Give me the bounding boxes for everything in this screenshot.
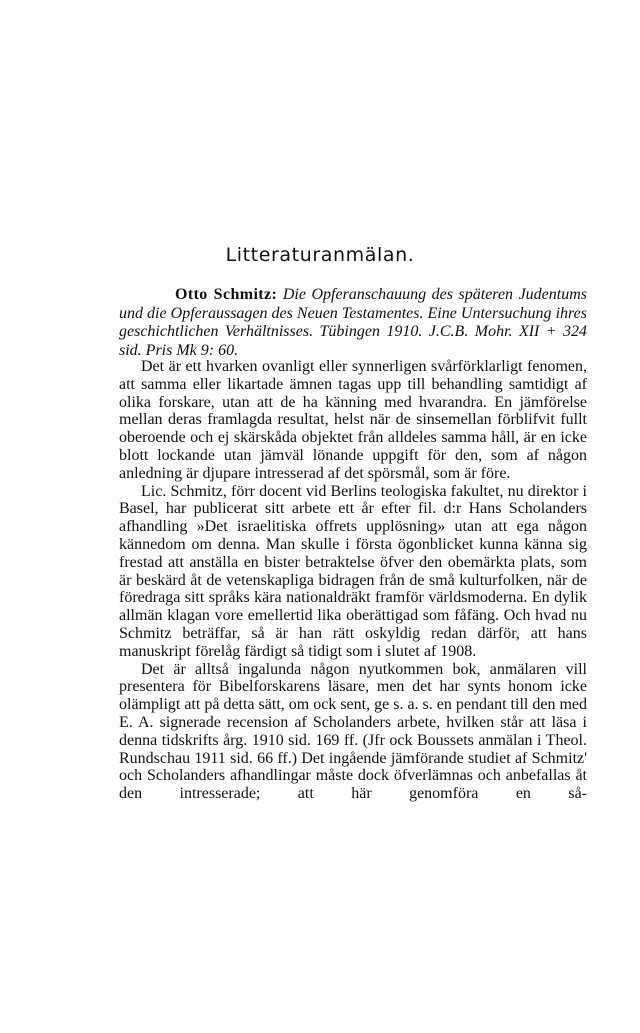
paragraph-2: Lic. Schmitz, förr docent vid Berlins teologiska fakultet, nu direktor i Basel, har publicerat sitt arbete ett år efter fil. d:r Hans Scholanders afhandling »Det israelitiska offrets upplösning» utan att ega någon kännedom om denna. Man skulle i första ögonblicket kunna känna sig frestad att anställa en bister betraktelse öfver den obemärkta plats, som är beskärd åt de vetenskapliga bidragen från de små kulturfolken, när de föredraga sitt språks kära nationaldräkt framför världsmoderna. En dylik allmän klagan vore emellertid lika oberättigad som fåfäng. Och hvad nu Schmitz beträffar, så är han rätt oskyldig redan därför, att hans manuskript förelåg färdigt så tidigt som i slutet af 1908. — [119, 482, 587, 660]
paragraph-1: Det är ett hvarken ovanligt eller synnerligen svårförklarligt fenomen, att samma eller likartade ämnen tagas upp till behandling samtidigt af olika forskare, utan att de ha känning med hvarandra. En jämförelse mellan deras framlagda resultat, helst när de sinsemellan förblifvit fullt oberoende och ej skärskåda objektet från alldeles samma håll, är en icke blott lockande utan jämväl lönande uppgift för den, som af någon anledning är djupare intresserad af det spörsmål, som är före. — [119, 358, 587, 482]
paragraph-3: Det är alltså ingalunda någon nyutkommen bok, anmälaren vill presentera för Bibelforskarens läsare, men det har synts honom icke olämpligt att på detta sätt, om ock sent, ge s. a. s. en pendant till den med E. A. signerade recension af Scholanders arbete, hvilken står att läsa i denna tidskrifts årg. 1910 sid. 169 ff. (Jfr ock Boussets anmälan i Theol. Rundschau 1911 sid. 66 ff.) Det ingående jämförande studiet af Schmitz' och Scholanders afhandlingar måste dock öfverlämnas och anbefallas åt den intresserade; att här genomföra en så- — [119, 660, 587, 803]
page-heading: Litteraturanmälan. — [225, 244, 415, 266]
citation-title: Die Opferanschauung des späteren Judentums und die Opferaussagen des Neuen Testamentes. Eine Untersuchung ihres geschichtlichen Verhältnisses. Tübingen 1910. J.C.B. Mohr. XII + 324 sid. Pris Mk 9: 60. — [119, 286, 588, 359]
review-body — [119, 358, 587, 803]
citation-author: Otto Schmitz: — [175, 286, 278, 303]
book-citation — [119, 286, 587, 360]
